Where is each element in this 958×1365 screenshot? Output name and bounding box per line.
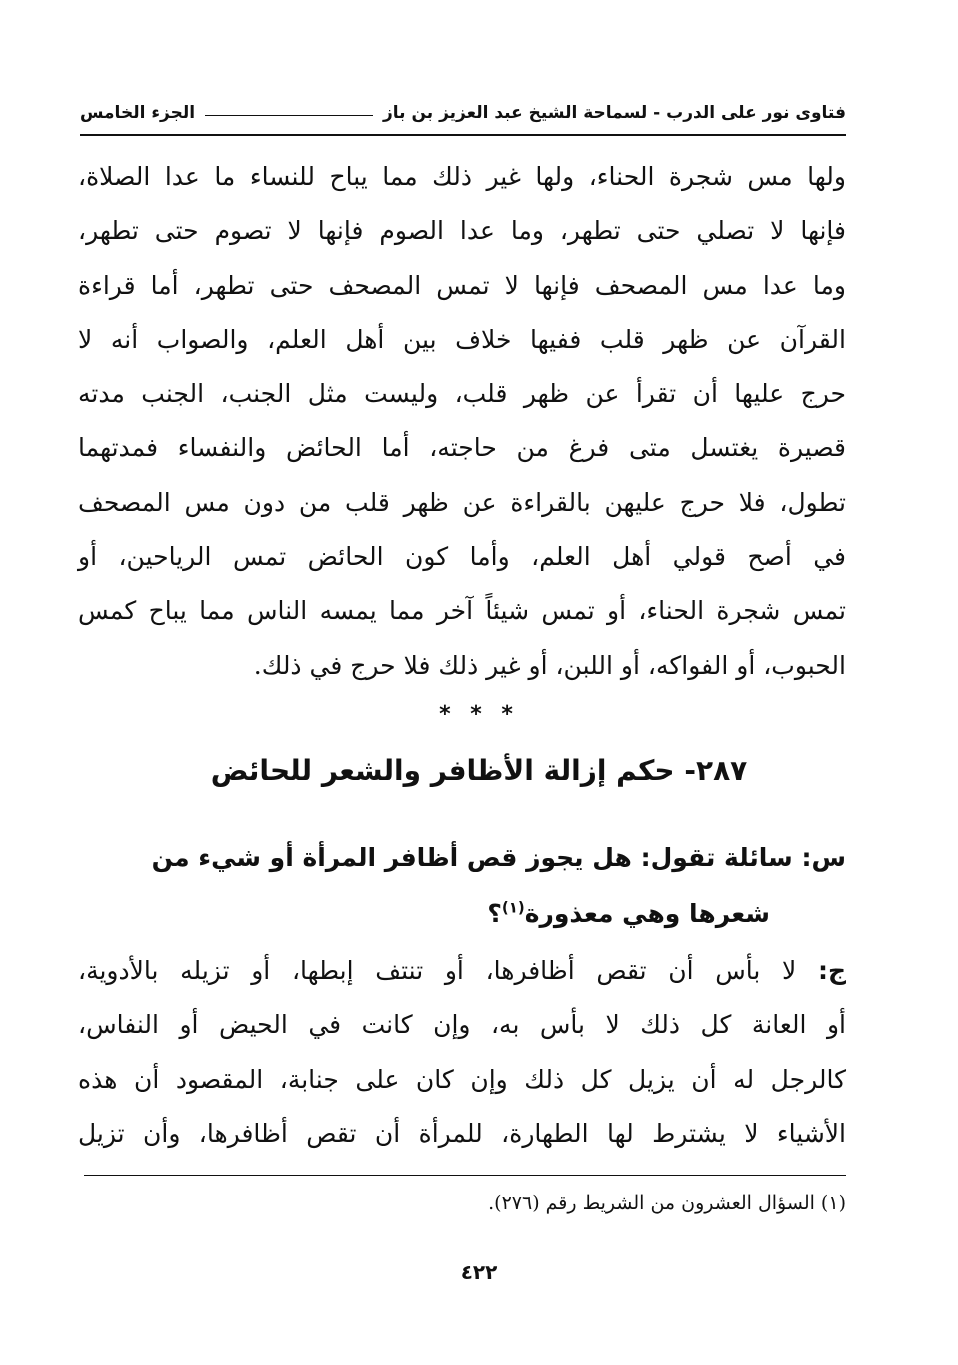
body-paragraph [78,150,846,693]
header-divider [80,134,846,136]
body-line: الحبوب، أو الفواكه، أو اللبن، أو غير ذلك فلا حرج في ذلك. [253,650,846,680]
body-line: تمس شجرة الحناء، أو تمس شيئاً آخر مما يمسه الناس مما يباح كمس [78,596,846,626]
question-line-1 [100,830,846,886]
answer-block [78,944,846,1161]
footnote-reference[interactable]: (١) [501,898,525,917]
book-title: فتاوى نور على الدرب - لسماحة الشيخ عبد العزيز بن باز [383,103,846,123]
running-header [80,98,846,128]
answer-line-1 [78,944,846,998]
body-line: وما عدا مس المصحف فإنها لا تمس المصحف حتى تطهر، أما قراءة [78,270,846,300]
volume-label: الجزء الخامس [80,103,196,123]
question-text: سائلة تقول: هل يجوز قص أظافر المرأة أو شيء من [151,843,793,872]
body-line: قصيرة يغتسل متى فرغ من حاجته، أما الحائض والنفساء فمدتهما [78,433,846,463]
answer-text: لا بأس أن تقص أظافرها، أو تنتف إبطها، أو تزيله بالأدوية، [78,956,797,985]
body-line: في أصح قولي أهل العلم، وأما كون الحائض تمس الرياحين، أو [78,542,846,572]
answer-label: ج: [818,956,847,985]
answer-line: الأشياء لا يشترط لها الطهارة، للمرأة أن تقص أظافرها، وأن تزيل [78,1118,846,1148]
answer-line: أو العانة كل ذلك لا بأس به، وإن كانت في الحيض أو النفاس، [78,1010,846,1040]
body-line: فإنها لا تصلي حتى تطهر، وما عدا الصوم فإنها لا تصوم حتى تطهر، [78,216,846,246]
question-line-2 [100,886,846,942]
question-block [100,830,846,942]
footnote: (١) السؤال العشرون من الشريط رقم (٢٧٦). [488,1192,846,1214]
body-line: ولها مس شجرة الحناء، ولها غير ذلك مما يباح للنساء ما عدا الصلاة، [78,162,846,191]
body-line: القرآن عن ظهر قلب ففيها خلاف بين أهل العلم، والصواب أنه لا [78,324,846,354]
body-line: حرج عليها أن تقرأ عن ظهر قلب، وليست مثل الجنب، الجنب مدته [78,379,846,409]
section-title: ٢٨٧- حكم إزالة الأظافر والشعر للحائض [210,754,748,787]
answer-line: كالرجل له أن يزيل كل ذلك وإن كان على جنابة، المقصود أن هذه [78,1064,846,1094]
question-mark: ؟ [487,899,502,928]
question-text-continued: شعرها وهي معذورة [524,899,770,928]
header-dash-rule [205,115,373,116]
question-label: س: [801,843,846,872]
footnote-divider [84,1175,846,1176]
page-number: ٤٢٢ [460,1260,498,1284]
section-separator: * * * [439,702,519,727]
body-line: تطول، فلا حرج عليهن بالقراءة عن ظهر قلب من دون مس المصحف [78,487,846,517]
